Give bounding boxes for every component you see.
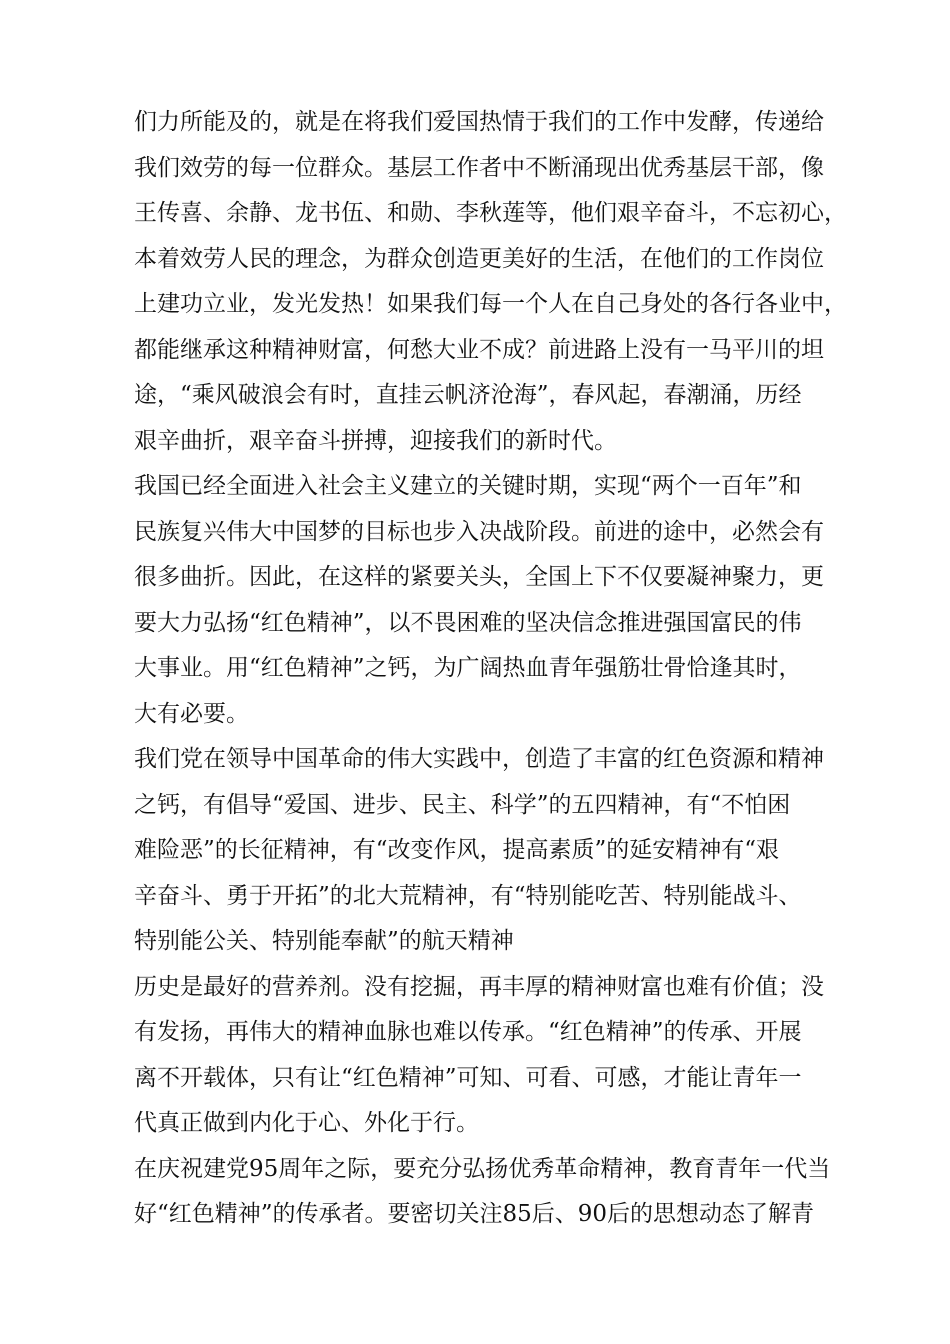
text-line: 辛奋斗、勇于开拓”的北大荒精神，有“特别能吃苦、特别能战斗、 (134, 882, 802, 909)
text-line: 要大力弘扬“红色精神”，以不畏困难的坚决信念推进强国富民的伟 (134, 609, 802, 636)
text-line: 离不开载体，只有让“红色精神”可知、可看、可感，才能让青年一 (134, 1064, 802, 1091)
text-line: 代真正做到内化于心、外化于行。 (134, 1110, 479, 1136)
text-line: 都能继承这种精神财富，何愁大业不成？前进路上没有一马平川的坦 (134, 336, 824, 363)
text-line: 之钙，有倡导“爱国、进步、民主、科学”的五四精神，有“不怕困 (134, 791, 791, 818)
paragraph (134, 965, 834, 1147)
paragraph (134, 737, 834, 965)
text-line: 特别能公关、特别能奉献”的航天精神 (134, 928, 514, 954)
text-line: 有发扬，再伟大的精神血脉也难以传承。“红色精神”的传承、开展 (134, 1019, 802, 1045)
text-line: 们力所能及的，就是在将我们爱国热情于我们的工作中发酵，传递给 (134, 109, 824, 135)
text-line: 我们党在领导中国革命的伟大实践中，创造了丰富的红色资源和精神 (134, 746, 824, 772)
text-line: 途，“乘风破浪会有时，直挂云帆济沧海”，春风起，春潮涌，历经 (134, 382, 802, 408)
text-line: 民族复兴伟大中国梦的目标也步入决战阶段。前进的途中，必然会有 (134, 518, 824, 545)
text-line: 我们效劳的每一位群众。基层工作者中不断涌现出优秀基层干部，像 (134, 154, 824, 181)
text-line: 在庆祝建党95周年之际，要充分弘扬优秀革命精神，教育青年一代当 (134, 1155, 831, 1182)
text-line: 上建功立业，发光发热！如果我们每一个人在自己身处的各行各业中， (134, 291, 847, 317)
text-line: 大事业。用“红色精神”之钙，为广阔热血青年强筋壮骨恰逢其时， (134, 655, 802, 681)
document-body (134, 100, 847, 1238)
text-line: 历史是最好的营养剂。没有挖掘，再丰厚的精神财富也难有价值；没 (134, 973, 824, 1000)
text-line: 好“红色精神”的传承者。要密切关注85后、90后的思想动态了解青 (134, 1201, 815, 1227)
paragraph (134, 464, 834, 737)
text-line: 王传喜、余静、龙书伍、和勋、李秋莲等，他们艰辛奋斗，不忘初心， (134, 200, 847, 226)
text-line: 我国已经全面进入社会主义建立的关键时期，实现“两个一百年”和 (134, 473, 802, 499)
paragraph (134, 1147, 834, 1238)
text-line: 本着效劳人民的理念，为群众创造更美好的生活，在他们的工作岗位 (134, 245, 824, 272)
text-line: 很多曲折。因此，在这样的紧要关头，全国上下不仅要凝神聚力，更 (134, 564, 824, 590)
text-line: 难险恶”的长征精神，有“改变作风，提高素质”的延安精神有“艰 (134, 837, 780, 863)
text-line: 大有必要。 (134, 700, 249, 727)
text-line: 艰辛曲折，艰辛奋斗拼搏，迎接我们的新时代。 (134, 427, 617, 454)
paragraph (134, 100, 847, 464)
